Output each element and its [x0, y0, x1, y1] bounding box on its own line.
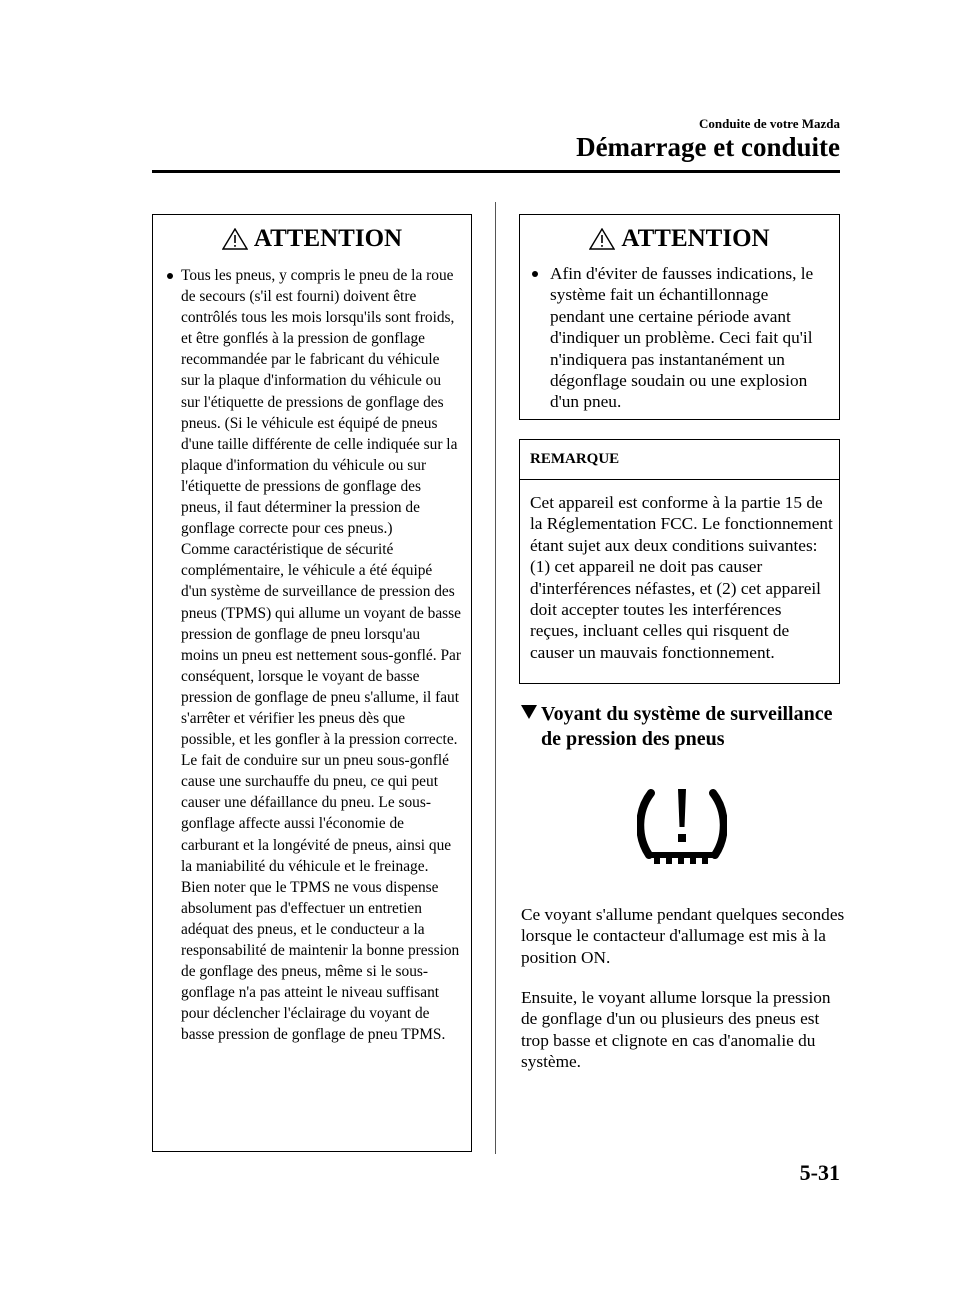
bullet-icon — [167, 273, 173, 279]
column-divider — [495, 202, 496, 1154]
attention-title-left — [153, 225, 471, 253]
paragraph-2: Ensuite, le voyant allume lorsque la pression de gonflage d'un ou plusieurs des pneus est trop basse et clignote en cas d'anomalie du système. — [521, 988, 831, 1072]
attention-title-text: ATTENTION — [253, 225, 403, 252]
attention-title-text: ATTENTION — [621, 225, 770, 252]
header-chapter: Conduite de votre Mazda — [699, 116, 840, 131]
page-number: 5-31 — [799, 1160, 840, 1185]
note-box — [519, 439, 840, 684]
attention-bullet-item — [167, 265, 461, 1045]
triangle-bullet-icon — [521, 705, 537, 719]
note-title: REMARQUE — [520, 440, 839, 480]
section-heading-line2: de pression des pneus — [541, 728, 725, 750]
note-text: Cet appareil est conforme à la partie 15 de la Réglementation FCC. Le fonctionnement étant sujet aux deux conditions suivantes: (1) cet appareil ne doit pas causer d'interférences néfastes, et (2) cet appareil doit accepter toutes les interférences reçues, incluant celles qui risquent de causer un mauvais fonctionnement. — [530, 493, 833, 662]
attention-text-2: Comme caractéristique de sécurité complémentaire, le véhicule a été équipé d'un système de surveillance de pression des pneus (TPMS) qui allume un voyant de basse pression de gonflage de pneu lorsqu'au moins un pneu est nettement sous-gonflé. Par conséquent, lorsque le voyant de basse pression de gonflage de pneu s'allume, il faut s'arrêter et vérifier les pneus dès que possible, et les gonfler à la pression correcte. Le fait de conduire sur un pneu sous-gonflé cause une surchauffe du pneu, ce qui peut causer une défaillance du pneu. Le sous-gonflage affecte aussi l'économie de carburant et la longévité de pneus, ainsi que la maniabilité du véhicule et le freinage. — [181, 541, 461, 875]
attention-title-right — [520, 225, 839, 253]
attention-box-left — [152, 214, 472, 1152]
warning-triangle-icon — [589, 228, 615, 250]
attention-bullet-item — [532, 263, 827, 413]
warning-triangle-icon — [222, 228, 248, 250]
attention-box-right — [519, 214, 840, 420]
attention-text-3: Bien noter que le TPMS ne vous dispense absolument pas d'effectuer un entretien adéquat des pneus, et le conducteur a la responsabilité de maintenir la bonne pression de gonflage des pneus, même si le sous-gonflage n'a pas atteint le niveau suffisant pour déclencher l'éclairage du voyant de basse pression de gonflage de pneu TPMS. — [181, 878, 460, 1044]
section-heading-line1: Voyant du système de surveillance — [541, 703, 833, 725]
bullet-icon — [532, 271, 538, 277]
tire-pressure-warning-icon — [637, 785, 727, 871]
header-section-title: Démarrage et conduite — [576, 132, 840, 162]
attention-text: Afin d'éviter de fausses indications, le système fait un échantillonnage pendant une certaine période avant d'indiquer un problème. Ceci fait qu'il n'indiquera pas instantanément un dégonflage soudain ou une explosion d'un pneu. — [550, 264, 814, 412]
paragraph-1: Ce voyant s'allume pendant quelques secondes lorsque le contacteur d'allumage est mis à la position ON. — [521, 905, 845, 967]
attention-text-1: Tous les pneus, y compris le pneu de la roue de secours (s'il est fourni) doivent être contrôlés tous les mois lorsqu'ils sont froids, et être gonflés à la pression de gonflage recommandée par le fabricant du véhicule sur la plaque d'information du véhicule ou sur l'étiquette de pressions de gonflage des pneus. (Si le véhicule est équipé de pneus d'une taille différente de celle indiquée sur la plaque d'information du véhicule ou sur l'étiquette de pressions de gonflage des pneus, il faut déterminer la pression de gonflage correcte pour ces pneus.) — [181, 267, 458, 538]
header-rule — [152, 170, 840, 173]
section-heading — [521, 702, 851, 752]
